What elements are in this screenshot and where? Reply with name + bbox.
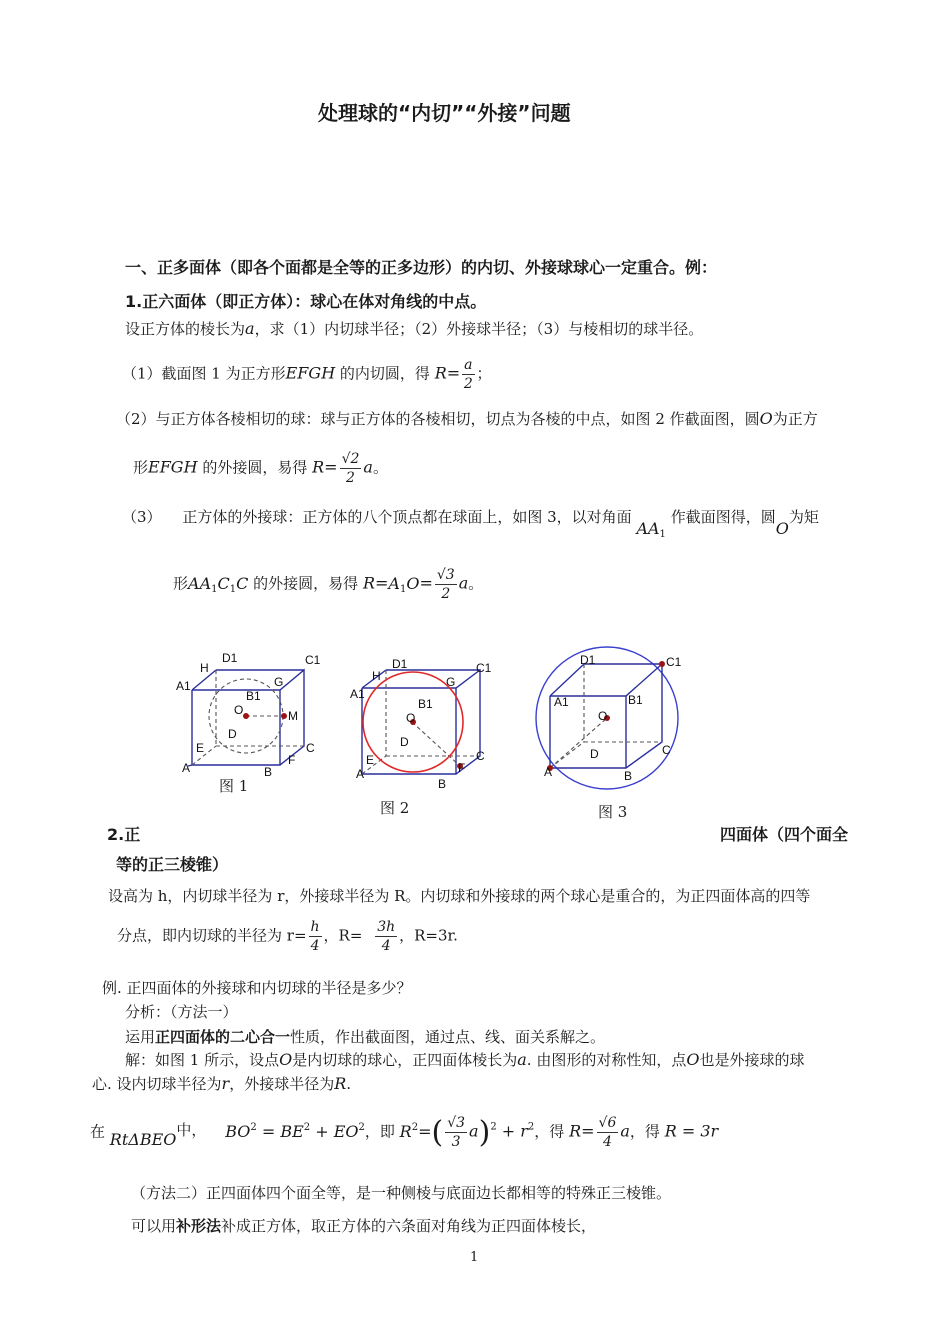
method1-line [125,1026,605,1047]
var-A1O [388,574,419,593]
var-R-3: R [362,573,375,593]
aa1c1c-c: C [217,573,230,593]
eq-pythagoras [225,1122,365,1141]
fig2-label-o: O [406,711,416,725]
eq-eq6: = [581,1121,595,1141]
edge-sphere-line1 [116,408,818,429]
eq-R-b: R [569,1121,582,1141]
fig2-label-d: D [400,735,409,749]
p2b: ，R= [323,926,363,945]
fig3-label-b1: B1 [628,693,643,707]
a1o-a: A [388,573,400,593]
intro-text-b: ，求（1）内切球半径；（2）外接球半径；（3）与棱相切的球半径。 [254,320,704,338]
circum-sphere-line1 [122,506,819,540]
eq-sign: = [446,363,461,383]
sol-a: 解：如图 1 所示，设点 [125,1051,280,1069]
figure-3-caption: 图 3 [598,803,628,821]
eq-ji: ，即 [364,1122,395,1141]
p2-line2-b: 的外接圆，易得 [202,458,308,477]
m3-b: 补成正方体，取正方体的六条面对角线为正四面体棱长， [221,1217,597,1235]
figure-2-cube [350,657,492,791]
fraction-sqrt2-over-2 [340,450,362,487]
p1-text-b: 的内切圆，得 [339,364,430,383]
var-AA1C1C [188,574,248,593]
frac-3h-den: 4 [381,938,391,954]
fig3-label-d: D [590,747,599,761]
eq-a-2: a [620,1121,630,1141]
var-O: O [759,409,773,428]
var-efgh-2: EFGH [148,457,198,477]
var-a: a [245,319,255,338]
eq-R: R [399,1121,412,1141]
eq-R-sup: 2 [411,1121,419,1133]
fig1-label-g: G [274,675,284,689]
eq-sign-2: = [324,457,338,477]
fig2-label-a: A [356,767,365,781]
solution-line1 [125,1049,804,1070]
fig3-label-b: B [624,769,633,783]
fig3-label-a: A [544,765,553,779]
page-title: 处理球的“内切”“外接”问题 [318,101,571,125]
aa1c1c-cend: C [236,573,249,593]
frac-num-2: √2 [341,451,360,467]
fig1-label-e: E [196,741,205,755]
use-a: 运用 [125,1028,156,1046]
fig1-label-a: A [182,761,191,775]
p3-a: （3） [122,508,162,526]
aa1c1c-sub2: 1 [229,583,237,595]
solution-line2 [92,1073,351,1094]
tetra-para-1: 设高为 h，内切球半径为 r，外接球半径为 R。内切球和外接球的两个球心是重合的，为正四面体高的四等 [108,887,811,905]
fig2-label-d1: D1 [392,657,408,671]
frac-den-2: 2 [346,470,355,486]
left-paren: ( [431,1115,444,1150]
analysis-label: 分析：（方法一） [125,1003,238,1021]
frac-s3-den: 3 [451,1134,461,1150]
fig1-label-o: O [234,703,244,717]
aa1c1c-1: AA [188,573,212,593]
p3-c: 作截面图得，圆 [670,508,776,526]
var-O-2: O [775,519,789,538]
sol-var-o2: O [686,1050,700,1069]
frac-den: 2 [463,376,473,392]
eq-paren-sup: 2 [490,1121,497,1133]
eq-sup3: 2 [358,1121,365,1133]
fig1-label-a1: A1 [176,679,191,693]
fraction-a-over-2 [462,356,474,393]
figure-3-cube [536,647,682,789]
m3-a: 可以用 [131,1217,177,1235]
use-bold: 正四面体的二心合一 [155,1028,291,1046]
aa1c1c-sub1: 1 [211,583,218,595]
frac-s3-num: √3 [447,1115,466,1131]
equation-line: 在 RtΔBEO中， $BO^2 = BE^2 + EO^2$，即 $R^2=$( $\frac{√3}{3}$ $a)^2 + r^2$，得 R= $\frac{√6}{4}$ a，得 R = 3r [90,1115,719,1150]
eq-sign-3: = [375,573,389,593]
sol-d: 也是外接球的球 [699,1051,805,1069]
frac-num: a [464,357,473,373]
eq-in: 在 [90,1122,106,1141]
frac-s6-den: 4 [603,1134,612,1150]
frac-h-den: 4 [310,938,320,954]
eq-eo: + EO [310,1121,359,1141]
fig2-label-c: C [476,749,485,763]
a1o-o: O [406,573,420,593]
fig3-label-a1: A1 [554,695,569,709]
fig2-label-e: E [366,753,375,767]
fraction-sqrt3-over-3 [445,1114,467,1151]
fig2-label-b1: B1 [418,697,433,711]
p3-line2-b: 的外接圆，易得 [253,574,359,593]
eq-sign-4: = [419,573,433,593]
sol-c: . 由图形的对称性知，点 [526,1051,687,1069]
example-question: 例. 正四面体的外接球和内切球的半径是多少？ [102,979,412,997]
p2a: 分点，即内切球的半径为 r= [117,926,307,945]
fig2-label-b: B [438,777,447,791]
use-b: 性质，作出截面图，通过点、线、面关系解之。 [290,1028,606,1046]
frac-s6-num: √6 [598,1115,617,1131]
sol2-var-r: r [221,1074,230,1093]
eq-a: a [469,1121,479,1141]
frac-den-3: 2 [441,586,451,602]
tetra-heading-line2: 等的正三棱锥） [116,855,229,874]
fraction-sqrt6-over-4 [597,1114,619,1151]
eq-de: ，得 [534,1122,565,1141]
section1-heading: 一、正多面体（即各个面都是全等的正多边形）的内切、外接球球心一定重合。例： [125,258,718,277]
fig1-label-m: M [288,709,298,723]
method3-line [131,1215,596,1236]
figure-1-caption: 图 1 [219,777,249,795]
circum-sphere-line2: 形$AA_1C_1C$ 的外接圆，易得 $R=A_1O=$ $\frac{√3}{2}$ a。 [173,567,484,602]
fig3-label-c1: C1 [666,655,682,669]
eq-R2 [400,1122,432,1141]
a1o-sub: 1 [399,583,407,595]
frac-3h-num: 3h [377,919,396,935]
p2-line2-a: 形 [133,458,149,477]
var-R: R [434,363,447,383]
intro-text-a: 设正方体的棱长为 [125,320,246,338]
var-AA1 [636,519,665,538]
page-number: 1 [470,1250,479,1265]
eq-de2: ，得 [629,1122,660,1141]
fig1-label-f: F [288,753,296,767]
tetra-para-2 [117,918,458,955]
tetra-heading-left: 2.正 [107,825,141,844]
fig2-label-g: G [446,675,456,689]
var-a-2: a [363,457,373,477]
frac-h-num: h [310,919,320,935]
p3-b: 正方体的外接球：正方体的八个顶点都在球面上，如图 3，以对角面 [182,508,632,526]
eq-R3r: R = 3r [664,1121,719,1141]
eq-bo: BO [225,1121,251,1141]
fig1-label-b1: B1 [246,689,261,703]
m3-bold: 补形法 [176,1217,222,1235]
fraction-3h-over-4 [375,918,397,955]
fig2-label-c1: C1 [476,661,492,675]
figure-1-cube [176,651,321,779]
p1-text-a: （1）截面图 1 为正方形 [122,364,286,383]
fig1-label-d: D [228,727,237,741]
var-efgh: EFGH [285,363,336,383]
sol-b: 是内切球的球心，正四面体棱长为 [292,1051,518,1069]
fig3-label-c: C [662,743,671,757]
eq-be: = BE [256,1121,304,1141]
fig1-label-c: C [306,741,315,755]
frac-num-3: √3 [436,567,455,583]
cube-subheading: 1.正六面体（即正方体）：球心在体对角线的中点。 [125,292,487,311]
sol-var-a: a [517,1050,527,1069]
eq-sup2: 2 [303,1121,311,1133]
eq-sup1: 2 [250,1121,257,1133]
sol2-b: ，外接球半径为 [229,1075,335,1093]
eq-triangle: RtΔBEO [109,1129,177,1149]
fig1-label-c1: C1 [305,653,321,667]
cube-intro [125,318,703,339]
var-R-2: R [312,457,325,477]
p2c: ，R=3r. [399,926,458,945]
fig2-label-a1: A1 [350,687,365,701]
eq-r: r [520,1121,528,1141]
fig1-label-h: H [200,661,209,675]
sol-var-o: O [279,1050,293,1069]
fig1-label-b: B [264,765,273,779]
fraction-h-over-4 [309,918,322,955]
edge-sphere-line2: 形EFGH 的外接圆，易得 R= $\frac{√2}{2}$ a。 [133,451,388,486]
right-paren: ) [478,1115,491,1150]
p3-d: 为矩 [788,508,819,526]
fig3-label-d1: D1 [580,653,596,667]
method2-line: （方法二）正四面体四个面全等，是一种侧棱与底面边长都相等的特殊正三棱锥。 [131,1184,672,1202]
AA1-sub: 1 [659,529,666,540]
tetra-heading-right: 四面体（四个面全 [720,825,849,844]
sol2-var-R: R [334,1074,347,1093]
AA1-base: AA [636,519,660,538]
fig1-label-d1: D1 [222,651,238,665]
eq-mid: 中， [176,1120,207,1139]
eq-eq5: = [418,1121,432,1141]
eq-r-sup: 2 [527,1121,535,1133]
p3-line2-a: 形 [173,574,189,593]
inscribed-sphere-line: （1）截面图 1 为正方形EFGH 的内切圆，得 R= $\frac{a}{2}$ ； [122,357,492,392]
var-a-3: a [458,573,469,593]
sol2-a: 心. 设内切球半径为 [92,1075,222,1093]
p2-text: （2）与正方体各棱相切的球：球与正方体的各棱相切，切点为各棱的中点，如图 2 作截面图，圆 [116,410,760,428]
figure-2-caption: 图 2 [380,799,410,817]
fraction-sqrt3-over-2 [435,566,457,603]
fig3-label-o: O [598,709,608,723]
sol2-c: . [346,1075,352,1093]
fig2-label-h: H [372,669,381,683]
fig2-label-f: F [458,761,466,775]
p2-text-end: 为正方 [772,410,818,428]
cube-figures [170,640,890,825]
